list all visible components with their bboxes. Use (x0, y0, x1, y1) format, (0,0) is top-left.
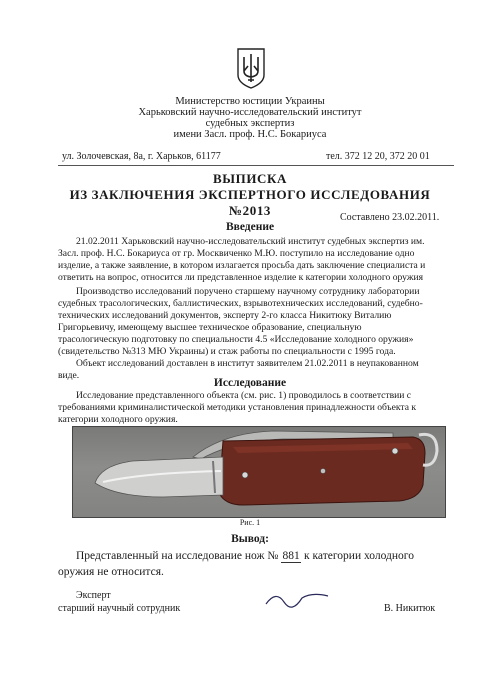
ministry-name: Министерство юстиции Украины (175, 96, 325, 107)
knife-photo (72, 426, 446, 518)
intro-line: Григорьевичу, имеющему высшее техническое образование, специальную (58, 322, 362, 333)
document-date: Составлено 23.02.2011. (340, 212, 440, 223)
research-line: категории холодного оружия. (58, 414, 178, 425)
conclusion-line-2: оружия не относится. (58, 566, 164, 578)
signature-mark (262, 588, 332, 610)
intro-line: технических исследований документов, эксперту 2-го класса Никитюку Виталию (58, 310, 392, 321)
institute-line-1: Харьковский научно-исследовательский институт (138, 107, 362, 118)
research-heading: Исследование (213, 377, 287, 389)
intro-line: ответить на вопрос, относится ли представленное изделие к категории холодного оружия (58, 272, 424, 283)
figure-caption: Рис. 1 (239, 518, 261, 527)
signature-position: старший научный сотрудник (58, 603, 181, 614)
intro-line: виде. (58, 370, 80, 381)
coat-of-arms-icon (236, 47, 266, 89)
conclusion-text: Представленный на исследование нож № (76, 550, 279, 562)
institute-line-2: судебных экспертиз (205, 118, 295, 129)
document-number: №2013 (228, 203, 272, 218)
document-subtitle: ИЗ ЗАКЛЮЧЕНИЯ ЭКСПЕРТНОГО ИССЛЕДОВАНИЯ (69, 187, 431, 202)
research-line: Исследование представленного объекта (см. рис. 1) проводилось в соответствии с (76, 390, 412, 401)
knife-number: 881 (282, 550, 300, 562)
intro-line: изделие, а также заявление, в котором излагается просьба дать заключение специалиста и (58, 260, 426, 271)
research-line: требованиями криминалистической методики установления принадлежности объекта к (58, 402, 417, 413)
conclusion-heading: Вывод: (231, 533, 269, 545)
signatory-name: В. Никитюк (384, 603, 436, 614)
institute-line-3: имени Засл. проф. Н.С. Бокариуса (173, 129, 327, 140)
intro-line: Производство исследований поручено старшему научному сотруднику лаборатории (76, 286, 420, 297)
conclusion-text-continued: к категории холодного (304, 550, 414, 562)
intro-line: Засл. проф. Н.С. Бокариуса от гр. Москвиченко М.Ю. поступило на исследование одно (58, 248, 415, 259)
institute-address: ул. Золочевская, 8а, г. Харьков, 61177 (62, 151, 221, 162)
header-divider (58, 165, 454, 166)
intro-heading: Введение (225, 221, 275, 233)
signature-role: Эксперт (76, 590, 111, 601)
intro-line: судебных трасологических, баллистических, взрывотехнических исследований, судебно- (58, 298, 423, 309)
intro-line: трасологическую подготовку по специальности 4.5 «Исследование холодного оружия» (58, 334, 414, 345)
intro-line: Объект исследований доставлен в институт заявителем 21.02.2011 в неупакованном (76, 358, 419, 369)
document-title: ВЫПИСКА (212, 171, 288, 186)
institute-phone: тел. 372 12 20, 372 20 01 (326, 151, 430, 162)
intro-line: (свидетельство №313 МЮ Украины) и стаж работы по специальности с 1995 года. (58, 346, 396, 357)
intro-line: 21.02.2011 Харьковский научно-исследовательский институт судебных экспертиз им. (76, 236, 425, 247)
